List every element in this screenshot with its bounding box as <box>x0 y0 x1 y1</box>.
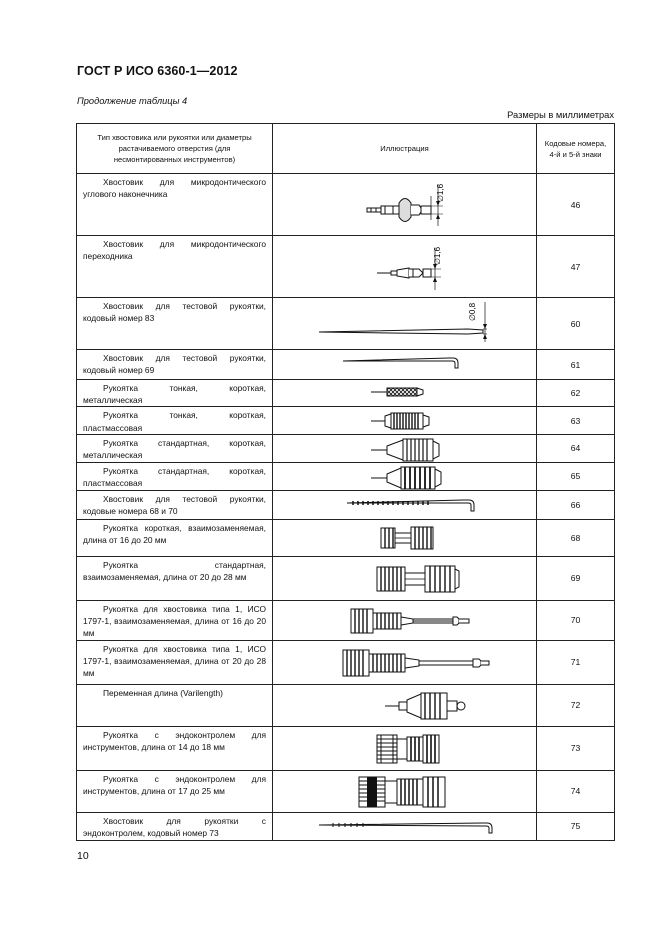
description-text: Хвостовик для тестовой рукоятки, кодовый номер 83 <box>83 301 266 324</box>
standard-short-metal-handle-drawing <box>273 435 537 463</box>
short-interchangeable-handle-drawing <box>273 520 537 557</box>
description-text: Рукоятка короткая, взаимозаменяемая, длина от 16 до 20 мм <box>83 522 266 546</box>
table-row <box>77 490 615 519</box>
description-text: Рукоятка для хвостовика типа 1, ИСО 1797-1, взаимозаменяемая, длина от 20 до 28 мм <box>83 643 266 679</box>
row-code: 60 <box>537 298 615 350</box>
standard-interchangeable-handle-drawing <box>273 557 537 601</box>
row-code: 73 <box>537 726 615 770</box>
row-code: 75 <box>537 812 615 840</box>
test-handle-shank-69-drawing <box>273 350 537 380</box>
description-text: Рукоятка стандартная, взаимозаменяемая, длина от 20 до 28 мм <box>83 559 266 583</box>
row-description <box>77 407 273 434</box>
row-description <box>77 462 273 490</box>
row-code: 64 <box>537 434 615 462</box>
table-row <box>77 350 615 380</box>
row-illustration <box>273 684 537 726</box>
column-header-illustration: Иллюстрация <box>273 124 537 174</box>
description-text: Хвостовик для рукоятки с эндоконтролем, кодовый номер 73 <box>83 815 266 839</box>
table-continuation-label: Продолжение таблицы 4 <box>77 96 188 106</box>
row-illustration <box>273 490 537 519</box>
row-illustration <box>273 556 537 600</box>
table-row <box>77 684 615 726</box>
row-description <box>77 236 273 298</box>
microdontic-adapter-shank-drawing <box>273 236 537 298</box>
description-text: Рукоятка с эндоконтролем для инструментов, длина от 14 до 18 мм <box>83 729 266 753</box>
units-note: Размеры в миллиметрах <box>507 110 614 120</box>
table-row <box>77 174 615 236</box>
dimension-label: ∅1,6 <box>433 246 442 266</box>
description-text: Хвостовик для тестовой рукоятки, кодовые номера 68 и 70 <box>83 493 266 517</box>
row-code: 69 <box>537 556 615 600</box>
description-text: Рукоятка тонкая, короткая, пластмассовая <box>83 410 266 433</box>
table-header-row <box>77 124 615 174</box>
row-illustration <box>273 600 537 640</box>
row-description <box>77 174 273 236</box>
row-code: 66 <box>537 490 615 519</box>
table-row <box>77 380 615 407</box>
row-description <box>77 350 273 380</box>
row-description <box>77 298 273 350</box>
description-text: Хвостовик для микродонтического переходника <box>83 239 266 262</box>
table-row <box>77 434 615 462</box>
description-text: Рукоятка стандартная, короткая, пластмассовая <box>83 465 266 489</box>
row-illustration <box>273 407 537 434</box>
endocontrol-handle-17-25-drawing <box>273 771 537 813</box>
table-row <box>77 298 615 350</box>
description-text: Рукоятка стандартная, короткая, металлическая <box>83 437 266 461</box>
row-code: 68 <box>537 519 615 556</box>
description-text: Хвостовик для микродонтического углового наконечника <box>83 177 266 200</box>
table-row <box>77 812 615 840</box>
dimension-label: ∅0,8 <box>468 302 477 322</box>
row-code: 74 <box>537 770 615 812</box>
row-code: 62 <box>537 380 615 407</box>
document-standard-title: ГОСТ Р ИСО 6360-1—2012 <box>77 64 238 78</box>
test-handle-shank-68-70-drawing <box>273 491 537 520</box>
row-illustration <box>273 380 537 407</box>
row-code: 63 <box>537 407 615 434</box>
instrument-handles-table <box>76 123 615 841</box>
row-illustration <box>273 519 537 556</box>
row-illustration <box>273 462 537 490</box>
standard-short-plastic-handle-drawing <box>273 463 537 491</box>
row-description <box>77 519 273 556</box>
row-illustration <box>273 434 537 462</box>
row-description <box>77 684 273 726</box>
row-illustration <box>273 640 537 684</box>
description-text: Рукоятка с эндоконтролем для инструментов, длина от 17 до 25 мм <box>83 773 266 797</box>
row-illustration <box>273 812 537 840</box>
description-text: Хвостовик для тестовой рукоятки, кодовый номер 69 <box>83 353 266 376</box>
table-row <box>77 556 615 600</box>
row-illustration <box>273 350 537 380</box>
table-row <box>77 726 615 770</box>
table-row <box>77 462 615 490</box>
row-description <box>77 770 273 812</box>
row-code: 71 <box>537 640 615 684</box>
test-handle-shank-83-drawing <box>273 298 537 350</box>
row-description <box>77 490 273 519</box>
row-code: 46 <box>537 174 615 236</box>
row-illustration <box>273 236 537 298</box>
row-illustration <box>273 770 537 812</box>
type1-shank-handle-16-20-drawing <box>273 601 537 641</box>
table-row <box>77 600 615 640</box>
row-description <box>77 726 273 770</box>
row-code: 70 <box>537 600 615 640</box>
row-description <box>77 600 273 640</box>
page-number: 10 <box>77 850 89 862</box>
row-illustration <box>273 298 537 350</box>
description-text: Рукоятка тонкая, короткая, металлическая <box>83 383 266 406</box>
column-header-code: Кодовые номера, 4-й и 5-й знаки <box>537 124 615 174</box>
description-text: Рукоятка для хвостовика типа 1, ИСО 1797-1, взаимозаменяемая, длина от 16 до 20 мм <box>83 603 266 639</box>
row-code: 72 <box>537 684 615 726</box>
endocontrol-shank-73-drawing <box>273 813 537 841</box>
dimension-label: ∅1,6 <box>436 183 445 203</box>
table-row <box>77 640 615 684</box>
row-illustration <box>273 726 537 770</box>
endocontrol-handle-14-18-drawing <box>273 727 537 771</box>
row-description <box>77 812 273 840</box>
table-row <box>77 519 615 556</box>
row-description <box>77 640 273 684</box>
row-description <box>77 380 273 407</box>
thin-short-plastic-handle-drawing <box>273 407 537 433</box>
row-code: 47 <box>537 236 615 298</box>
row-code: 61 <box>537 350 615 380</box>
row-code: 65 <box>537 462 615 490</box>
type1-shank-handle-20-28-drawing <box>273 641 537 685</box>
row-illustration <box>273 174 537 236</box>
microdontic-angle-shank-drawing <box>273 174 537 236</box>
table-row <box>77 236 615 298</box>
description-text: Переменная длина (Varilength) <box>103 687 223 698</box>
row-description <box>77 556 273 600</box>
column-header-type: Тип хвостовика или рукоятки или диаметры растачиваемого отверстия (для несмонтированных инструментов) <box>77 124 273 174</box>
row-description <box>77 434 273 462</box>
table-row <box>77 407 615 434</box>
table-row <box>77 770 615 812</box>
thin-short-metal-handle-drawing <box>273 380 537 406</box>
varilength-handle-drawing <box>273 685 537 727</box>
